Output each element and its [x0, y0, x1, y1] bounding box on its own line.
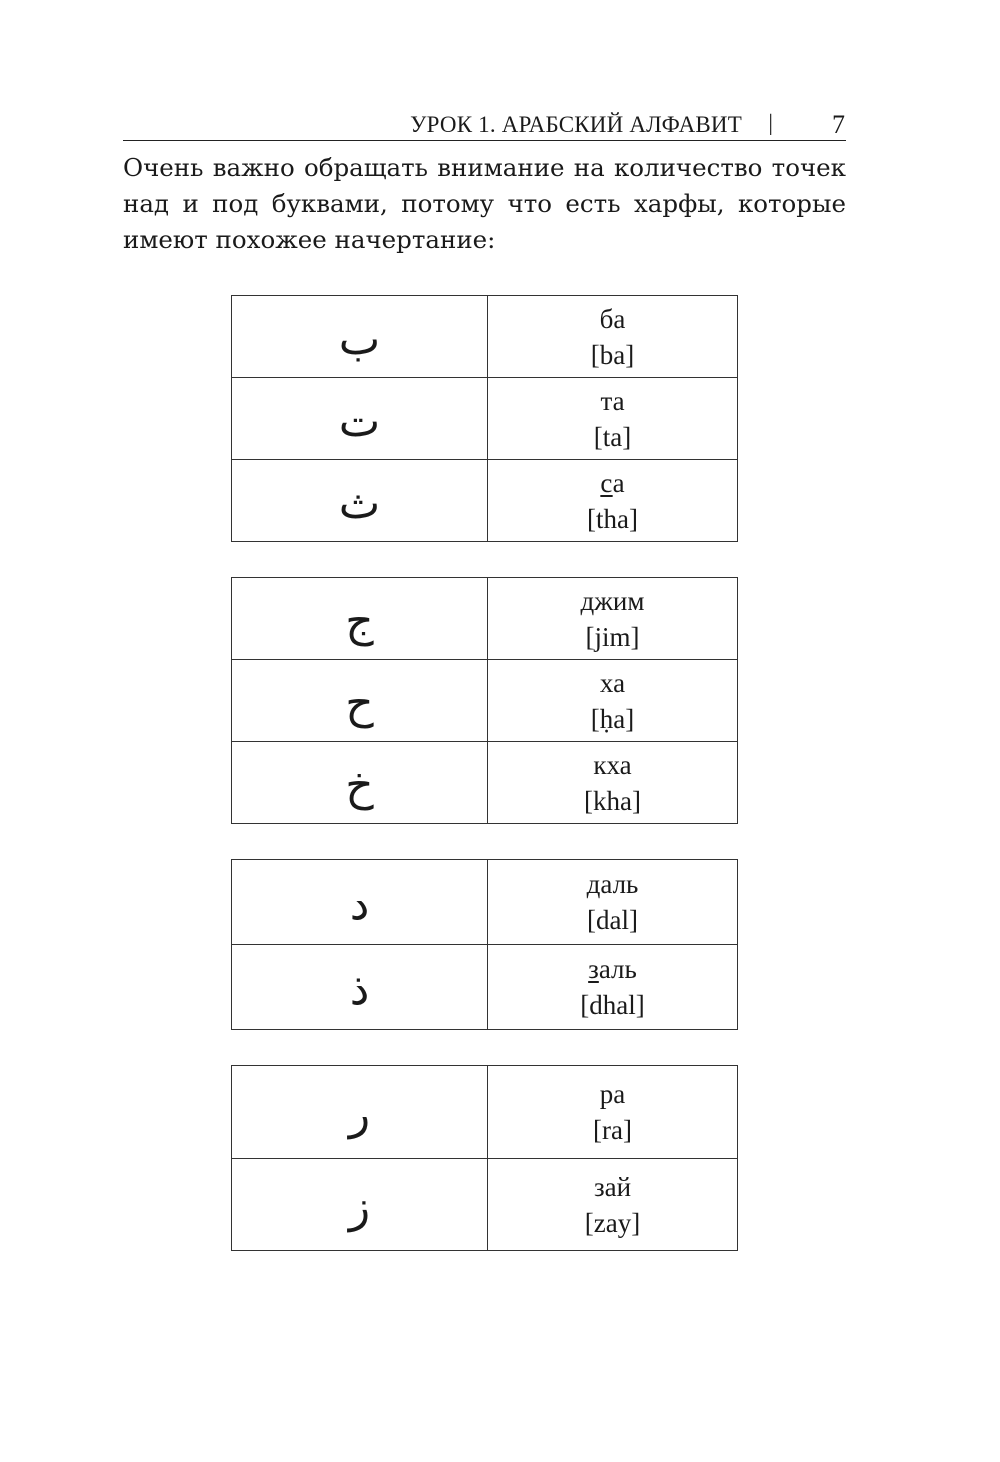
letter-name-rest: аль — [598, 954, 637, 984]
table-row — [232, 742, 738, 824]
letter-translit: [jim] — [585, 621, 640, 652]
arabic-letter-dal: د — [349, 879, 370, 930]
arabic-letter-cell — [232, 578, 488, 660]
arabic-letter-cell — [232, 378, 488, 460]
letter-name-cell — [488, 860, 738, 945]
page-number: 7 — [832, 110, 845, 139]
letter-table-group-2 — [231, 577, 738, 824]
letter-name-cell — [488, 742, 738, 824]
arabic-letter-kha: خ — [345, 759, 374, 811]
letter-name — [488, 951, 737, 987]
letter-translit: [dhal] — [580, 990, 645, 1020]
table-row — [232, 860, 738, 945]
letter-name: зай — [593, 1171, 632, 1202]
letter-name-rest: а — [612, 467, 625, 498]
table-row — [232, 1066, 738, 1159]
letter-translit: [ta] — [593, 421, 632, 452]
arabic-letter-cell — [232, 1159, 488, 1251]
letter-name-cell — [488, 945, 738, 1030]
letter-translit: [kha] — [584, 785, 641, 816]
letter-name-cell — [488, 460, 738, 542]
table-row — [232, 296, 738, 378]
table-row — [232, 1159, 738, 1251]
letter-name-cell — [488, 378, 738, 460]
table-row — [232, 660, 738, 742]
chapter-title: УРОК 1. АРАБСКИЙ АЛФАВИТ — [410, 112, 742, 137]
intro-paragraph: Очень важно обращать внимание на количество точек над и под буквами, потому что есть харфы, которые имеют похожее начертание: — [123, 153, 846, 254]
letter-name: ра — [599, 1079, 626, 1109]
table-row — [232, 378, 738, 460]
letter-name: ха — [599, 667, 626, 698]
running-header — [123, 108, 846, 141]
table-row — [232, 460, 738, 542]
arabic-letter-ta: ت — [338, 395, 381, 447]
arabic-letter-cell — [232, 660, 488, 742]
table-row — [232, 945, 738, 1030]
arabic-letter-cell — [232, 296, 488, 378]
letter-name-cell — [488, 660, 738, 742]
letter-translit: [tha] — [587, 503, 638, 534]
arabic-letter-cell — [232, 1066, 488, 1159]
arabic-letter-ra: ر — [348, 1089, 371, 1140]
arabic-letter-ba: ب — [338, 313, 381, 365]
letter-translit: [ra] — [593, 1115, 632, 1145]
arabic-letter-ha: ح — [345, 677, 374, 729]
letter-translit: [zay] — [584, 1207, 641, 1238]
arabic-letter-dhal: ذ — [349, 964, 370, 1015]
arabic-letter-cell — [232, 945, 488, 1030]
arabic-letter-zay: ز — [348, 1181, 371, 1233]
letter-name: джим — [580, 585, 645, 616]
letter-name: даль — [586, 869, 639, 899]
letter-table-group-3 — [231, 859, 738, 1030]
arabic-letter-cell — [232, 860, 488, 945]
letter-table-group-1 — [231, 295, 738, 542]
header-separator: | — [768, 110, 773, 135]
arabic-letter-cell — [232, 460, 488, 542]
letter-name-cell — [488, 296, 738, 378]
letter-name-cell — [488, 1159, 738, 1251]
letter-table-group-4 — [231, 1065, 738, 1251]
letter-translit: [dal] — [587, 905, 638, 935]
letter-name: ба — [599, 303, 626, 334]
letter-name-underlined-part: с — [600, 467, 613, 498]
letter-name-underlined-part: з — [588, 954, 599, 984]
letter-name-cell — [488, 578, 738, 660]
letter-name — [488, 465, 737, 501]
arabic-letter-cell — [232, 742, 488, 824]
table-row — [232, 578, 738, 660]
arabic-letter-jim: ج — [345, 595, 374, 647]
letter-name: та — [600, 385, 625, 416]
letter-name: кха — [593, 749, 632, 780]
letter-translit: [ba] — [590, 339, 635, 370]
letter-name-cell — [488, 1066, 738, 1159]
arabic-letter-tha: ث — [338, 477, 381, 529]
letter-translit: [ḥa] — [590, 703, 635, 734]
